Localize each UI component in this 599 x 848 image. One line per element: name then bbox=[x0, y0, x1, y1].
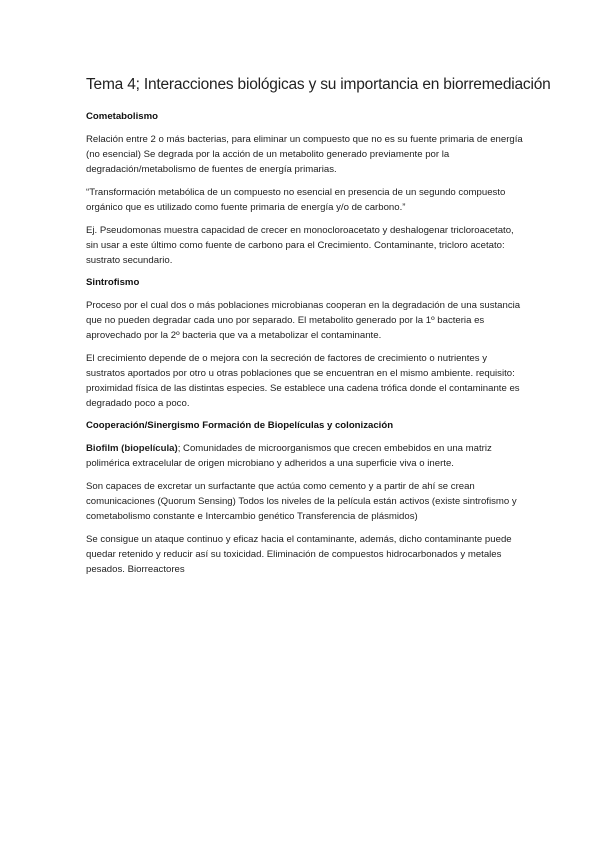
quote-paragraph: “Transformación metabólica de un compuesto no esencial en presencia de un segundo compuesto orgánico que es utilizado como fuente primaria de energía y/o de carbono.” bbox=[86, 187, 506, 213]
biofilm-definition bbox=[86, 441, 526, 471]
paragraph: Son capaces de excretar un surfactante que actúa como cemento y a partir de ahí se crean comunicaciones (Quorum Sensing) Todos los niveles de la película están activos (existe sintrofismo y cometabolismo constante e Intercambio genético Transferencia de plásmidos) bbox=[86, 481, 517, 522]
section-heading-cometabolismo: Cometabolismo bbox=[86, 111, 158, 122]
document-title: Tema 4; Interacciones biológicas y su importancia en biorremediación bbox=[86, 76, 551, 93]
paragraph: Ej. Pseudomonas muestra capacidad de crecer en monocloroacetato y deshalogenar tricloroacetato, sin usar a este último como fuente de carbono para el Crecimiento. Contaminante, tricloro acetato: sustrato secundario. bbox=[86, 225, 514, 266]
document-body bbox=[86, 110, 526, 585]
paragraph: Relación entre 2 o más bacterias, para eliminar un compuesto que no es su fuente primaria de energía (no esencial) Se degrada por la acción de un metabolito generado previamente por la degradación/metabolismo de fuentes de energía primarias. bbox=[86, 134, 523, 175]
section-heading-sintrofismo: Sintrofismo bbox=[86, 277, 140, 288]
biofilm-definition-text: ; Comunidades de microorganismos que crecen embebidos en una matriz polimérica extracelular de origen microbiano y adheridos a una superficie viva o inerte. bbox=[86, 443, 492, 469]
paragraph: Se consigue un ataque continuo y eficaz hacia el contaminante, además, dicho contaminante puede quedar retenido y reducir así su toxicidad. Eliminación de compuestos hidrocarbonados y metales pesados. Biorreactores bbox=[86, 534, 512, 575]
biofilm-term: Biofilm (biopelícula) bbox=[86, 443, 178, 454]
paragraph: El crecimiento depende de o mejora con la secreción de factores de crecimiento o nutrientes y sustratos aportados por otro u otras poblaciones que se encuentran en el mismo ambiente. requisito: proximidad física de las distintas especies. Se establece una cadena trófica donde el contaminante es degradado poco a poco. bbox=[86, 353, 520, 409]
paragraph: Proceso por el cual dos o más poblaciones microbianas cooperan en la degradación de una sustancia que no pueden degradar cada uno por separado. El metabolito generado por la 1º bacteria es aprovechado por la 2º bacteria que va a metabolizar el contaminante. bbox=[86, 300, 521, 341]
section-heading-cooperacion: Cooperación/Sinergismo Formación de Biopelículas y colonización bbox=[86, 420, 394, 431]
